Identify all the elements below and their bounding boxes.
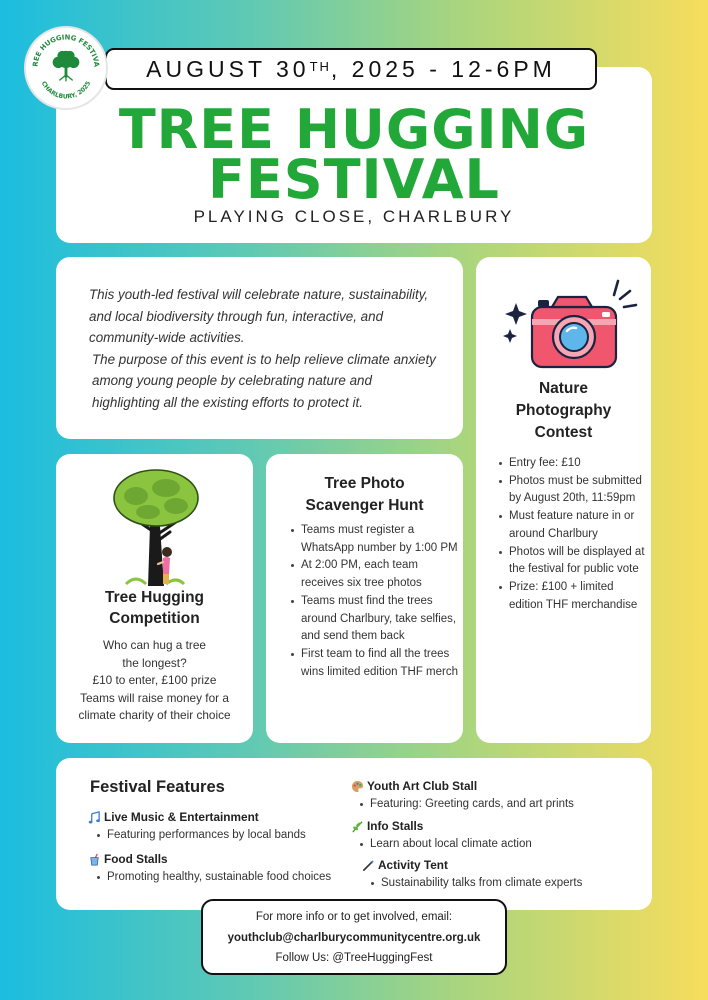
feature-desc: Learn about local climate action <box>359 836 532 854</box>
scavenger-title-line-2: Scavenger Hunt <box>305 497 424 514</box>
list-item: At 2:00 PM, each team receives six tree photos <box>290 557 458 592</box>
tree-hugging-line-4: Teams will raise money for a <box>80 690 229 705</box>
tree-hugging-line-2: the longest? <box>122 655 187 670</box>
list-item: Entry fee: £10 <box>498 455 646 473</box>
date-text: AUGUST 30 <box>146 55 310 82</box>
list-item: Teams must register a WhatsApp number by 1:00 PM <box>290 522 458 557</box>
camera-icon <box>490 267 640 385</box>
tree-hugging-description <box>62 637 247 725</box>
title-line-1: TREE HUGGING <box>118 98 590 161</box>
intro-card <box>56 257 463 439</box>
feature-title: Food Stalls <box>104 852 168 866</box>
tree-hug-icon <box>106 462 206 590</box>
list-item: Must feature nature in or around Charlbury <box>498 508 646 543</box>
contact-email-link[interactable]: youthclub@charlburycommunitycentre.org.uk <box>227 931 481 944</box>
features-title: Festival Features <box>90 778 225 796</box>
list-item: Teams must find the trees around Charlbury, take selfies, and send them back <box>290 593 458 646</box>
photography-title-line-1: Nature <box>538 380 589 397</box>
contact-intro: For more info or to get involved, email: <box>255 911 453 923</box>
festival-features-card <box>56 758 652 910</box>
feature-info-stalls <box>351 818 532 854</box>
photography-title-line-2: Photography <box>515 402 612 419</box>
tree-hugging-line-1: Who can hug a tree <box>103 638 206 652</box>
food-cup-icon <box>88 853 101 866</box>
feature-desc: Featuring performances by local bands <box>96 827 306 845</box>
photography-card <box>476 257 651 743</box>
scavenger-hunt-card <box>266 454 463 743</box>
photography-title <box>476 378 651 444</box>
contact-box <box>201 899 507 975</box>
intro-paragraph-1: This youth-led festival will celebrate nature, sustainability, and local biodiversity through fun, interactive, and community-wide activities. <box>89 287 429 345</box>
feature-title: Live Music & Entertainment <box>104 810 259 824</box>
title-card <box>56 67 652 243</box>
festival-title <box>56 98 652 211</box>
feature-title: Info Stalls <box>367 819 424 833</box>
feature-food-stalls <box>88 851 331 887</box>
logo-bottom-text: CHARLBURY, 2025 <box>39 80 93 101</box>
palette-icon <box>351 780 364 793</box>
feature-art-club <box>351 778 574 814</box>
tree-hugging-title <box>56 587 253 629</box>
title-line-2: FESTIVAL <box>208 148 500 211</box>
feature-title: Youth Art Club Stall <box>367 779 478 793</box>
tree-logo-icon <box>26 28 106 108</box>
logo-top-text: REE HUGGING FESTIVA <box>31 33 101 68</box>
scavenger-hunt-title <box>266 473 463 517</box>
event-location: PLAYING CLOSE, CHARLBURY <box>193 207 515 226</box>
tree-hugging-title-line-2: Competition <box>109 610 200 627</box>
tree-hugging-line-3: £10 to enter, £100 prize <box>92 673 217 687</box>
photography-title-line-3: Contest <box>534 424 593 441</box>
feature-desc: Sustainability talks from climate experts <box>370 875 582 893</box>
photography-rules-list <box>498 455 646 614</box>
list-item: Photos will be displayed at the festival for public vote <box>498 544 646 579</box>
event-date-box <box>105 48 597 90</box>
magic-wand-icon <box>362 859 375 872</box>
feature-activity-tent <box>362 857 582 893</box>
herb-icon <box>351 820 364 833</box>
tree-hugging-line-5: climate charity of their choice <box>78 708 231 722</box>
feature-live-music <box>88 809 306 845</box>
music-notes-icon <box>88 811 101 824</box>
festival-logo <box>24 26 108 110</box>
tree-hugging-card <box>56 454 253 743</box>
scavenger-title-line-1: Tree Photo <box>324 475 405 492</box>
social-handle[interactable]: Follow Us: @TreeHuggingFest <box>275 952 433 964</box>
tree-hugging-title-line-1: Tree Hugging <box>104 589 205 606</box>
date-rest: , 2025 - 12-6PM <box>330 55 556 82</box>
intro-text <box>89 284 439 413</box>
feature-desc: Featuring: Greeting cards, and art prints <box>359 796 574 814</box>
list-item: Prize: £100 + limited edition THF merchandise <box>498 579 646 614</box>
date-suffix: TH <box>309 58 331 74</box>
scavenger-hunt-list <box>290 522 458 681</box>
list-item: Photos must be submitted by August 20th, 11:59pm <box>498 473 646 508</box>
list-item: First team to find all the trees wins limited edition THF merch <box>290 646 458 681</box>
feature-title: Activity Tent <box>378 858 448 872</box>
intro-paragraph-2: The purpose of this event is to help relieve climate anxiety among young people by celebrating nature and highlighting all the existing efforts to protect it. <box>92 351 436 410</box>
feature-desc: Promoting healthy, sustainable food choices <box>96 869 331 887</box>
